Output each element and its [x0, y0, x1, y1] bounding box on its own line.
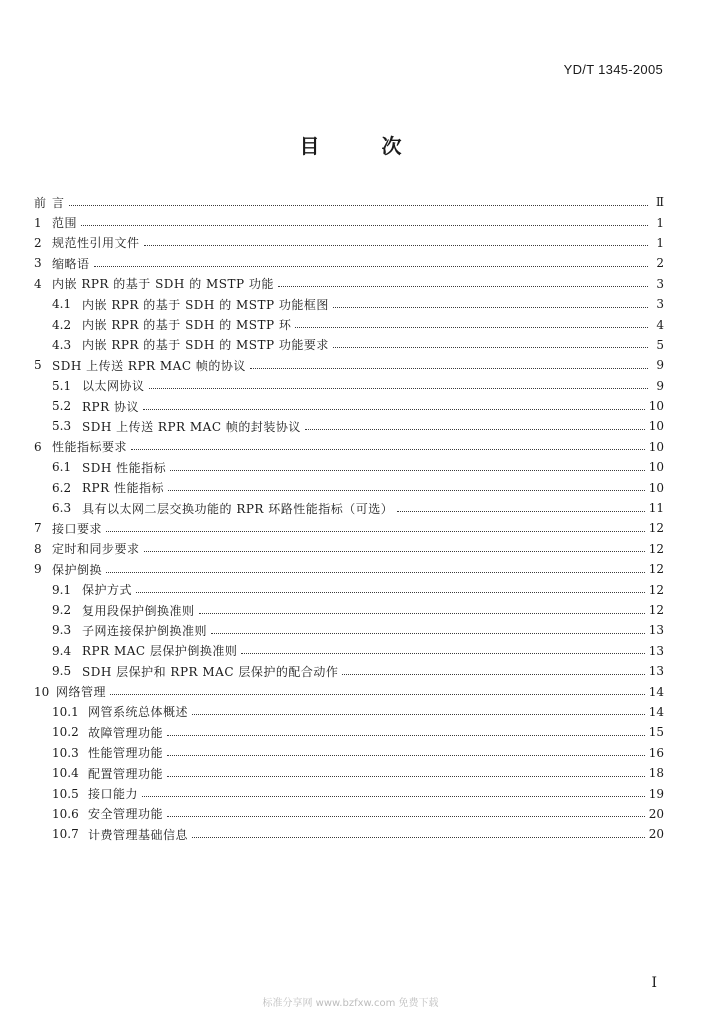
- toc-entry-label: SDH 层保护和 RPR MAC 层保护的配合动作: [82, 664, 339, 679]
- toc-entry-page: 10: [648, 399, 664, 414]
- toc-entry-number: 9.2: [52, 603, 72, 617]
- toc-entry-number: 7: [34, 521, 42, 536]
- toc-entry-number: 5: [34, 358, 42, 373]
- toc-entry-number: 前: [34, 195, 47, 210]
- toc-entry[interactable]: [34, 498, 664, 518]
- toc-entry[interactable]: [34, 355, 664, 375]
- toc-entry-label: 接口要求: [52, 521, 103, 536]
- toc-entry[interactable]: [34, 783, 664, 803]
- toc-entry-number: 6.1: [52, 460, 72, 475]
- toc-entry[interactable]: [34, 212, 664, 232]
- toc-entry-label: 配置管理功能: [88, 766, 164, 781]
- watermark: 标准分享网 www.bzfxw.com 免费下载: [262, 998, 439, 1009]
- toc-entry-page: 20: [648, 806, 664, 821]
- toc-dot-leader: [295, 327, 648, 328]
- toc-entry-number: 6.2: [52, 480, 72, 495]
- toc-entry[interactable]: [34, 620, 664, 640]
- toc-entry-page: 10: [648, 480, 664, 495]
- toc-entry-page: 12: [648, 603, 664, 617]
- toc-entry-label: SDH 上传送 RPR MAC 帧的协议: [52, 358, 246, 373]
- toc-entry-label: 接口能力: [88, 787, 139, 802]
- toc-entry[interactable]: [34, 396, 664, 416]
- toc-dot-leader: [333, 347, 648, 348]
- toc-entry[interactable]: [34, 437, 664, 457]
- toc-entry[interactable]: [34, 702, 664, 722]
- toc-list: [34, 192, 664, 845]
- toc-entry-page: 20: [648, 827, 664, 842]
- toc-dot-leader: [69, 205, 648, 206]
- toc-entry-page: 14: [648, 684, 664, 699]
- toc-entry-label: 范围: [52, 216, 78, 231]
- toc-entry[interactable]: [34, 294, 664, 314]
- toc-entry[interactable]: [34, 477, 664, 497]
- toc-dot-leader: [397, 511, 644, 512]
- toc-entry-page: 2: [656, 256, 664, 271]
- toc-dot-leader: [199, 613, 645, 614]
- toc-entry[interactable]: [34, 416, 664, 436]
- toc-entry-page: 10: [648, 439, 664, 454]
- toc-entry-label: RPR MAC 层保护倒换准则: [82, 644, 238, 659]
- toc-entry-page: 3: [656, 297, 664, 312]
- toc-entry[interactable]: [34, 274, 664, 294]
- toc-entry-label: 网管系统总体概述: [88, 705, 189, 720]
- toc-entry-page: Ⅱ: [655, 195, 664, 210]
- toc-title: [0, 130, 701, 159]
- toc-entry-page: 5: [656, 337, 664, 352]
- toc-dot-leader: [250, 368, 648, 369]
- toc-entry[interactable]: [34, 457, 664, 477]
- toc-dot-leader: [167, 735, 645, 736]
- toc-entry-number: 5.3: [52, 419, 72, 434]
- toc-entry-number: 10.2: [52, 725, 79, 740]
- toc-entry[interactable]: [34, 681, 664, 701]
- toc-entry[interactable]: [34, 192, 664, 212]
- toc-entry-number: 4: [34, 276, 42, 291]
- toc-entry-page: 3: [656, 276, 664, 291]
- toc-dot-leader: [278, 286, 648, 287]
- toc-entry-number: 5.1: [52, 378, 72, 393]
- toc-entry-label: RPR 性能指标: [82, 481, 164, 496]
- toc-entry[interactable]: [34, 579, 664, 599]
- toc-entry-page: 14: [648, 704, 664, 719]
- toc-entry-number: 1: [34, 215, 42, 230]
- toc-dot-leader: [333, 307, 648, 308]
- toc-entry-label: 复用段保护倒换准则: [82, 603, 195, 618]
- toc-dot-leader: [142, 796, 645, 797]
- toc-dot-leader: [241, 653, 644, 654]
- toc-entry-number: 10.4: [52, 766, 79, 781]
- toc-entry-page: 9: [656, 358, 664, 373]
- toc-entry-number: 3: [34, 256, 42, 271]
- toc-entry-page: 16: [648, 745, 664, 760]
- toc-entry[interactable]: [34, 804, 664, 824]
- toc-entry-number: 9.5: [52, 664, 72, 679]
- toc-dot-leader: [168, 490, 645, 491]
- toc-entry-label: 言: [52, 195, 65, 210]
- toc-title-char-1: 目: [299, 134, 320, 158]
- toc-entry-label: 性能指标要求: [52, 440, 128, 455]
- toc-entry[interactable]: [34, 641, 664, 661]
- toc-entry-page: 12: [648, 521, 664, 536]
- toc-dot-leader: [94, 266, 648, 267]
- toc-entry-label: 计费管理基础信息: [88, 827, 189, 842]
- toc-entry-number: 10.6: [52, 806, 79, 821]
- toc-entry-label: 定时和同步要求: [52, 542, 140, 557]
- toc-entry-page: 4: [656, 317, 664, 332]
- toc-entry-page: 13: [648, 643, 664, 658]
- toc-entry-number: 4.3: [52, 337, 72, 352]
- toc-entry-number: 5.2: [52, 399, 72, 414]
- toc-entry-number: 4.1: [52, 297, 72, 312]
- toc-entry-number: 4.2: [52, 317, 72, 332]
- document-code: YD/T 1345-2005: [563, 62, 663, 77]
- toc-dot-leader: [170, 470, 645, 471]
- toc-dot-leader: [192, 837, 645, 838]
- toc-dot-leader: [143, 409, 645, 410]
- toc-entry-page: 19: [648, 786, 664, 801]
- toc-dot-leader: [167, 755, 645, 756]
- toc-entry[interactable]: [34, 743, 664, 763]
- toc-dot-leader: [192, 714, 645, 715]
- toc-entry[interactable]: [34, 518, 664, 538]
- toc-entry-label: 以太网协议: [82, 379, 145, 394]
- toc-entry-number: 10: [34, 684, 50, 699]
- toc-entry-page: 12: [648, 582, 664, 597]
- page-number: I: [651, 975, 657, 991]
- toc-entry-label: 子网连接保护倒换准则: [82, 623, 208, 638]
- toc-entry[interactable]: [34, 314, 664, 334]
- toc-dot-leader: [144, 551, 645, 552]
- toc-entry-number: 8: [34, 541, 42, 556]
- toc-entry-number: 9: [34, 562, 42, 577]
- toc-dot-leader: [167, 776, 645, 777]
- toc-entry[interactable]: [34, 600, 664, 620]
- toc-dot-leader: [106, 531, 645, 532]
- toc-entry-label: 保护倒换: [52, 562, 103, 577]
- toc-entry-number: 10.7: [52, 827, 79, 842]
- toc-entry-page: 1: [656, 215, 664, 230]
- toc-entry-page: 10: [648, 460, 664, 475]
- toc-entry-number: 10.5: [52, 786, 79, 801]
- toc-entry-number: 6.3: [52, 501, 72, 516]
- toc-entry-label: 内嵌 RPR 的基于 SDH 的 MSTP 功能要求: [82, 338, 329, 353]
- toc-entry[interactable]: [34, 233, 664, 253]
- toc-entry-label: 规范性引用文件: [52, 236, 140, 251]
- toc-entry-number: 9.3: [52, 623, 72, 638]
- toc-entry[interactable]: [34, 722, 664, 742]
- toc-entry[interactable]: [34, 253, 664, 273]
- toc-entry[interactable]: [34, 661, 664, 681]
- toc-entry-label: RPR 协议: [82, 399, 139, 414]
- toc-entry[interactable]: [34, 763, 664, 783]
- toc-dot-leader: [144, 245, 648, 246]
- toc-entry-page: 9: [656, 378, 664, 393]
- toc-entry-number: 10.1: [52, 704, 79, 719]
- toc-entry-number: 10.3: [52, 745, 79, 760]
- toc-dot-leader: [342, 674, 644, 675]
- toc-entry-label: 内嵌 RPR 的基于 SDH 的 MSTP 功能框图: [82, 297, 329, 312]
- toc-entry[interactable]: [34, 539, 664, 559]
- toc-entry-label: 网络管理: [56, 685, 107, 700]
- toc-entry-page: 12: [648, 541, 664, 556]
- toc-entry-label: 内嵌 RPR 的基于 SDH 的 MSTP 功能: [52, 277, 274, 292]
- toc-dot-leader: [81, 225, 648, 226]
- toc-entry-page: 1: [656, 235, 664, 250]
- toc-dot-leader: [149, 388, 648, 389]
- toc-entry-number: 6: [34, 439, 42, 454]
- toc-entry-label: 故障管理功能: [88, 725, 164, 740]
- toc-dot-leader: [106, 572, 645, 573]
- toc-entry-label: SDH 性能指标: [82, 460, 167, 475]
- toc-entry-label: 缩略语: [52, 256, 90, 271]
- toc-entry-label: 性能管理功能: [88, 746, 164, 761]
- toc-title-char-2: 次: [381, 134, 402, 158]
- toc-dot-leader: [167, 816, 645, 817]
- toc-entry-number: 9.1: [52, 582, 72, 597]
- toc-entry-number: 2: [34, 235, 42, 250]
- toc-entry-page: 12: [648, 562, 664, 577]
- toc-entry-label: 安全管理功能: [88, 807, 164, 822]
- toc-entry-label: 内嵌 RPR 的基于 SDH 的 MSTP 环: [82, 318, 292, 333]
- toc-dot-leader: [305, 429, 645, 430]
- toc-entry-page: 13: [648, 664, 664, 679]
- toc-entry[interactable]: [34, 559, 664, 579]
- toc-dot-leader: [110, 694, 645, 695]
- toc-entry[interactable]: [34, 335, 664, 355]
- toc-entry[interactable]: [34, 824, 664, 844]
- toc-entry-label: 保护方式: [82, 583, 133, 598]
- toc-dot-leader: [131, 449, 645, 450]
- toc-entry-label: 具有以太网二层交换功能的 RPR 环路性能指标（可选）: [82, 501, 394, 516]
- toc-entry-page: 13: [648, 623, 664, 638]
- toc-dot-leader: [211, 633, 645, 634]
- toc-entry-page: 18: [648, 766, 664, 781]
- toc-entry-number: 9.4: [52, 643, 72, 658]
- toc-entry-page: 15: [648, 725, 664, 740]
- toc-dot-leader: [136, 592, 645, 593]
- toc-entry-page: 11: [648, 501, 664, 516]
- toc-entry[interactable]: [34, 376, 664, 396]
- toc-entry-label: SDH 上传送 RPR MAC 帧的封装协议: [82, 419, 301, 434]
- toc-entry-page: 10: [648, 419, 664, 434]
